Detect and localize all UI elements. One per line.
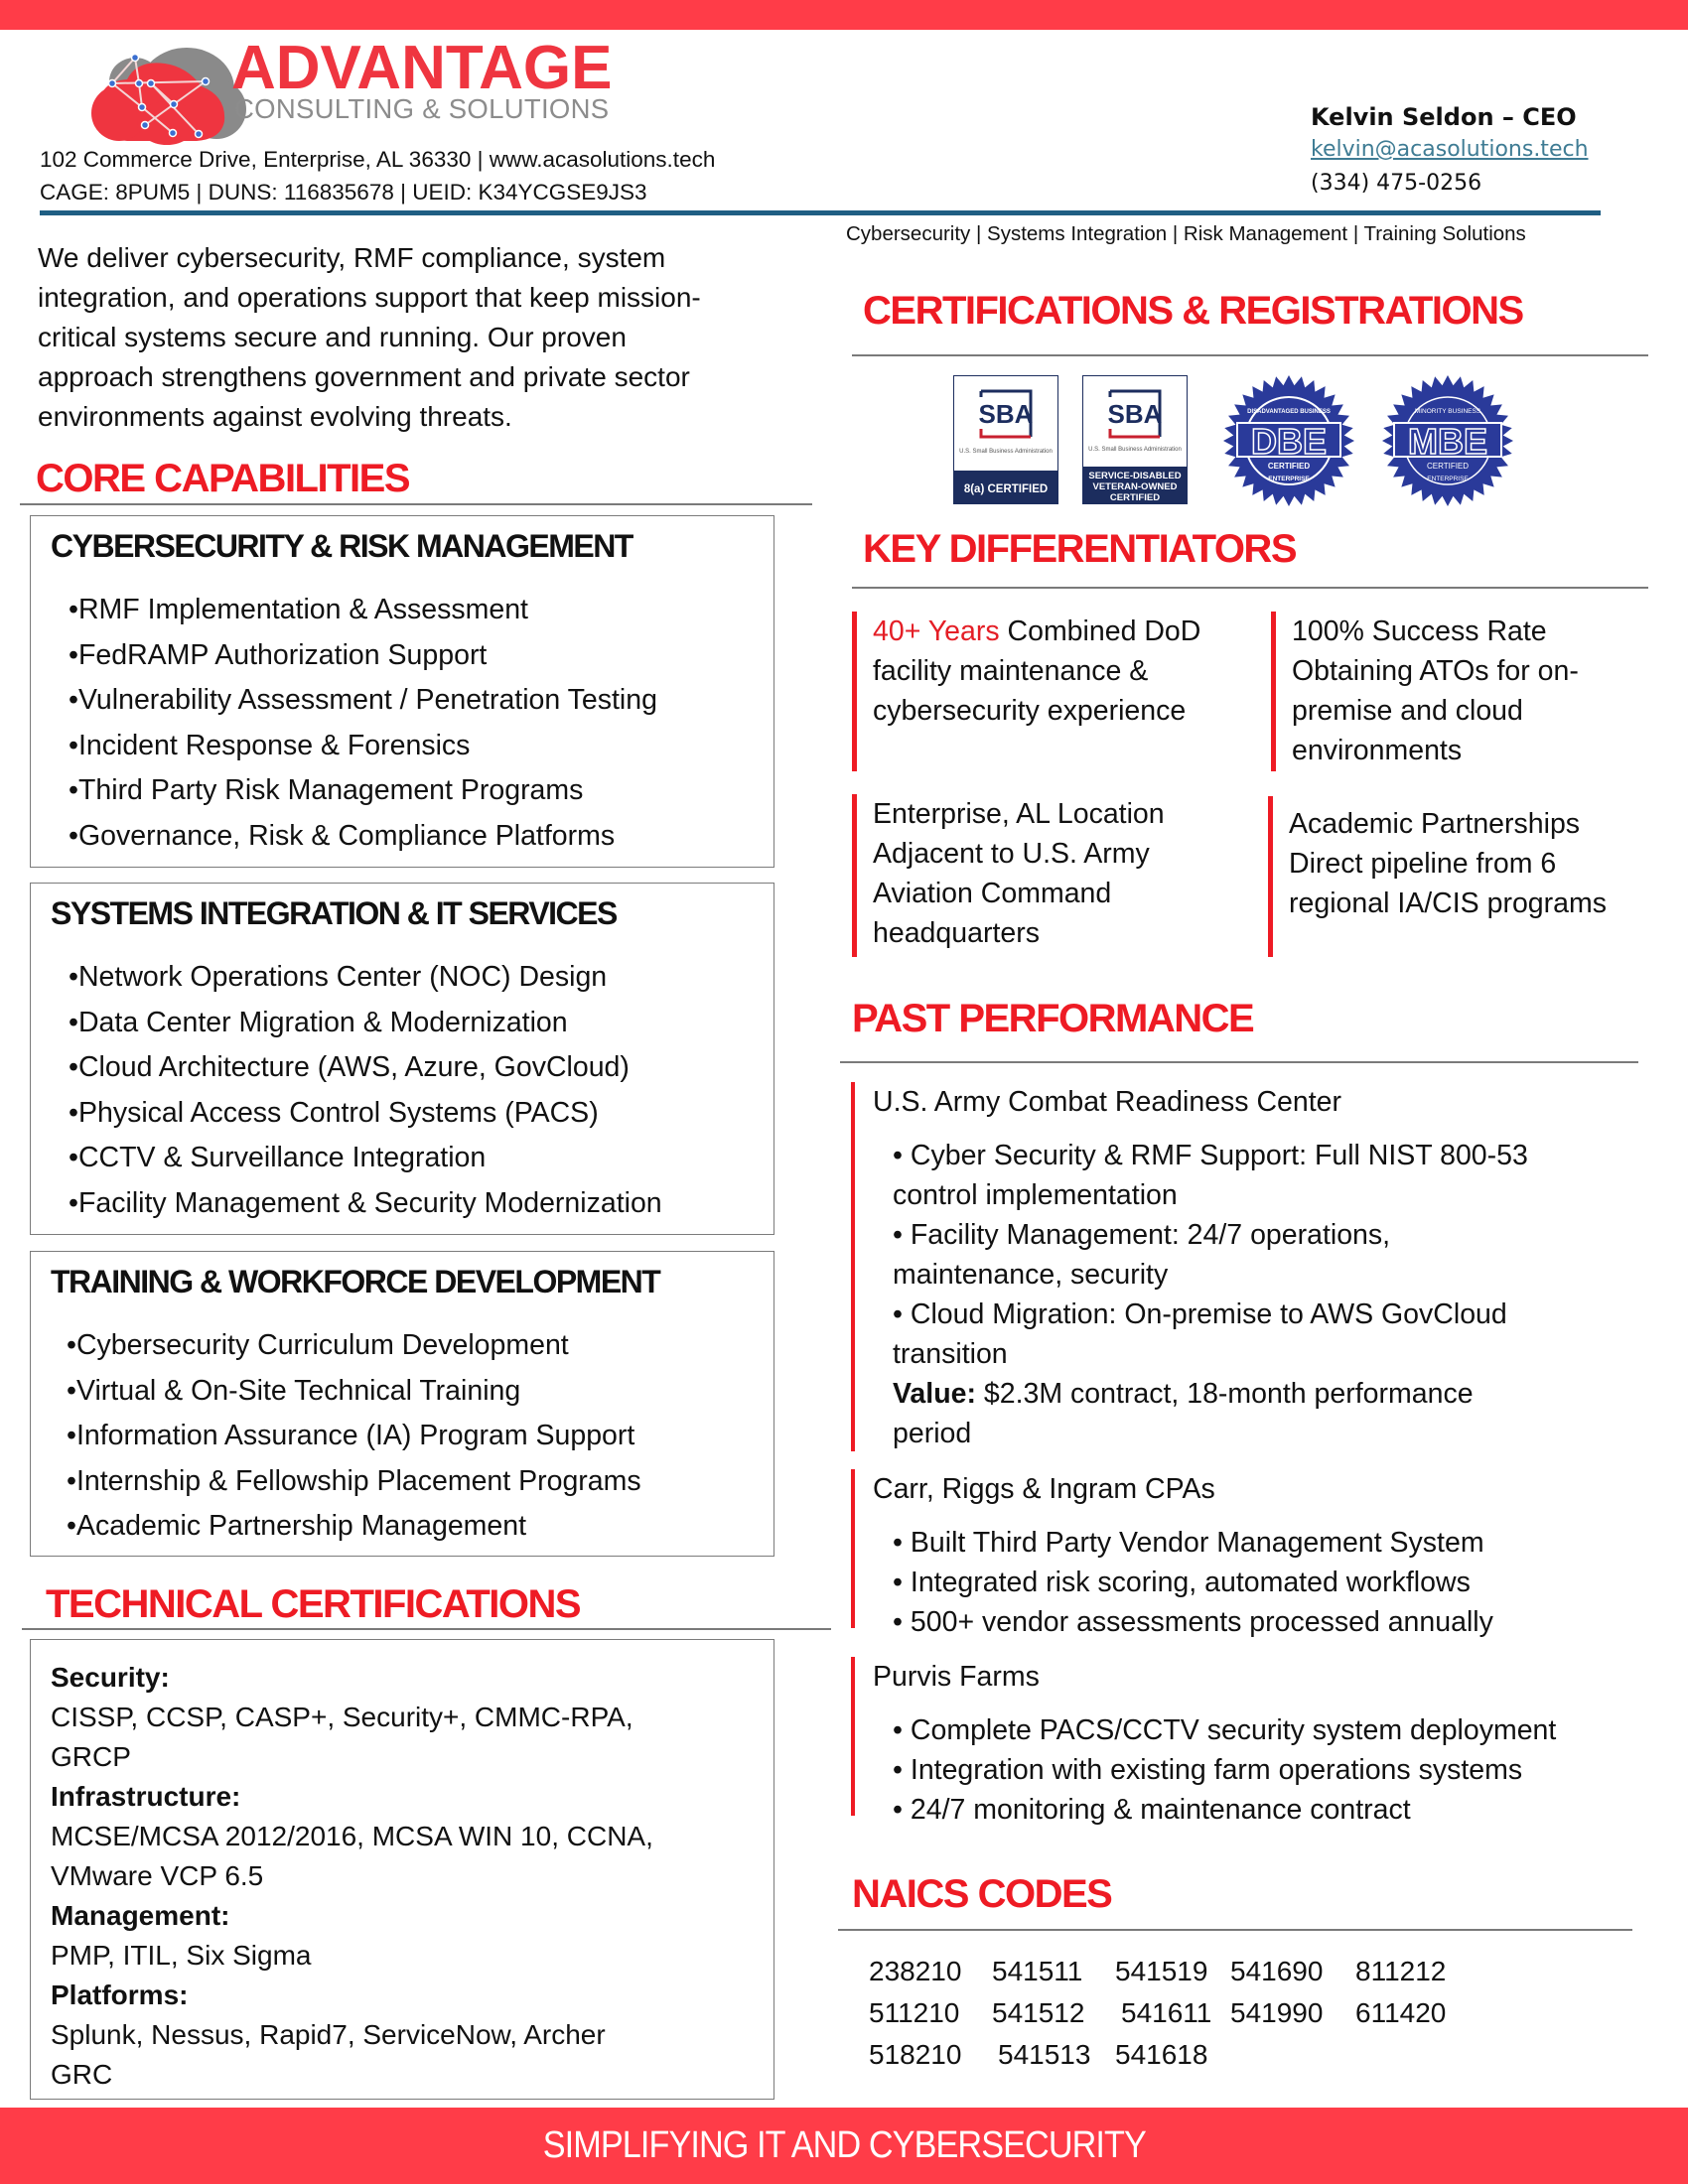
- capability-item: •Internship & Fellowship Placement Programs: [67, 1464, 641, 1497]
- seal-big-text: DBE: [1250, 421, 1328, 462]
- differentiator-line: facility maintenance &: [873, 655, 1149, 687]
- naics-code: 541511: [992, 1956, 1083, 1986]
- differentiator-card: [852, 794, 1249, 957]
- naics-code: 541990: [1230, 1997, 1324, 2028]
- contact-phone: (334) 475-0256: [1311, 171, 1482, 196]
- capability-title: TRAINING & WORKFORCE DEVELOPMENT: [51, 1264, 660, 1299]
- cert-group-line: GRCP: [51, 1741, 131, 1772]
- value-text: $2.3M contract, 18-month performance: [975, 1378, 1474, 1410]
- differentiator-highlight: 40+ Years: [873, 615, 1000, 647]
- badge-label-line: SERVICE-DISABLED: [1088, 471, 1182, 481]
- differentiator-line: headquarters: [873, 917, 1040, 949]
- naics-code: 541512: [992, 1997, 1085, 2028]
- naics-codes-heading: NAICS CODES: [852, 1872, 1112, 1916]
- footer-slogan: SIMPLIFYING IT AND CYBERSECURITY: [542, 2124, 1146, 2166]
- capability-item: •Governance, Risk & Compliance Platforms: [69, 819, 616, 852]
- address-line: 102 Commerce Drive, Enterprise, AL 36330 | www.acasolutions.tech: [40, 147, 716, 172]
- cert-group-label: Platforms:: [51, 1979, 189, 2010]
- bullet-line: maintenance, security: [893, 1259, 1169, 1291]
- badge-logo-text: SBA: [978, 399, 1034, 429]
- naics-code: 541513: [998, 2039, 1091, 2070]
- capability-item: •Facility Management & Security Modernization: [69, 1186, 662, 1219]
- section-divider: [838, 1929, 1632, 1931]
- differentiator-line: Aviation Command: [873, 878, 1112, 909]
- naics-row: [869, 1992, 1446, 2034]
- differentiator-card: [1268, 796, 1665, 957]
- core-capabilities-heading: CORE CAPABILITIES: [36, 457, 410, 500]
- cert-group-label: Security:: [51, 1662, 170, 1693]
- badge-label-line: CERTIFIED: [1109, 492, 1161, 503]
- naics-code: 541690: [1230, 1956, 1324, 1986]
- bullet-line: • Cloud Migration: On-premise to AWS GovCloud: [893, 1298, 1507, 1330]
- differentiator-text: Combined DoD: [999, 615, 1201, 647]
- cert-group-line: MCSE/MCSA 2012/2016, MCSA WIN 10, CCNA,: [51, 1821, 653, 1851]
- performance-bullet: • Integration with existing farm operations systems: [893, 1754, 1523, 1786]
- capability-item: •Network Operations Center (NOC) Design: [69, 961, 608, 993]
- capability-item: •Data Center Migration & Modernization: [69, 1006, 568, 1038]
- naics-code: 511210: [869, 1997, 960, 2028]
- capability-list: [69, 588, 657, 859]
- badge-agency-text: U.S. Small Business Administration: [1088, 447, 1182, 453]
- section-divider: [20, 503, 812, 505]
- brand-subtitle: CONSULTING & SOLUTIONS: [234, 93, 610, 124]
- bullet-line: transition: [893, 1338, 1008, 1370]
- capability-item: •RMF Implementation & Assessment: [69, 594, 528, 625]
- client-name: Purvis Farms: [873, 1661, 1040, 1693]
- performance-bullet: • 24/7 monitoring & maintenance contract: [893, 1794, 1411, 1826]
- differentiator-line: cybersecurity experience: [873, 695, 1187, 727]
- performance-bullets: [873, 1523, 1645, 1642]
- differentiator-line: environments: [1292, 735, 1463, 766]
- intro-line: We deliver cybersecurity, RMF compliance, system: [38, 242, 666, 273]
- naics-code: 541618: [1115, 2039, 1208, 2070]
- performance-bullet: [893, 1215, 1645, 1295]
- brand-name: ADVANTAGE: [231, 34, 613, 102]
- performance-bullet: • Integrated risk scoring, automated workflows: [893, 1567, 1471, 1598]
- capability-item: •Vulnerability Assessment / Penetration Testing: [69, 684, 657, 716]
- footer-banner: [0, 2108, 1688, 2184]
- cert-group-label: Management:: [51, 1900, 230, 1931]
- sba-sdvosb-badge: [1082, 375, 1188, 504]
- differentiator-line: Obtaining ATOs for on-: [1292, 655, 1579, 687]
- cert-group-line: CISSP, CCSP, CASP+, Security+, CMMC-RPA,: [51, 1702, 633, 1732]
- seal-top-text: DISADVANTAGED BUSINESS: [1247, 409, 1331, 415]
- seal-big-text: MBE: [1408, 421, 1487, 462]
- cert-group-label: Infrastructure:: [51, 1781, 241, 1812]
- cert-group-line: PMP, ITIL, Six Sigma: [51, 1940, 312, 1971]
- differentiator-highlight: 100% Success Rate: [1292, 615, 1547, 647]
- section-divider: [22, 1628, 831, 1630]
- badge-label-line: VETERAN-OWNED: [1092, 481, 1178, 492]
- differentiator-card: [1271, 612, 1668, 771]
- bullet-line: control implementation: [893, 1179, 1178, 1211]
- capability-box-cybersecurity: [30, 515, 774, 868]
- capability-item: •Academic Partnership Management: [67, 1510, 527, 1542]
- cert-group-line: VMware VCP 6.5: [51, 1860, 264, 1891]
- past-performance-entry: [851, 1082, 1645, 1451]
- capability-item: •FedRAMP Authorization Support: [69, 638, 488, 671]
- intro-line: environments against evolving threats.: [38, 401, 512, 432]
- performance-bullet: [893, 1295, 1645, 1374]
- performance-bullets: [873, 1136, 1645, 1374]
- contact-email-link[interactable]: kelvin@acasolutions.tech: [1311, 137, 1589, 162]
- performance-bullet: • Built Third Party Vendor Management System: [893, 1527, 1484, 1559]
- contact-name: Kelvin Seldon – CEO: [1311, 103, 1577, 131]
- capability-item: •Information Assurance (IA) Program Support: [67, 1420, 635, 1451]
- naics-code: 518210: [869, 2039, 962, 2070]
- cloud-network-logo-icon: [87, 42, 252, 146]
- top-accent-bar: [0, 0, 1688, 30]
- performance-bullet: • 500+ vendor assessments processed annually: [893, 1606, 1493, 1638]
- capability-item: •Incident Response & Forensics: [69, 729, 471, 761]
- capability-list: [67, 1323, 641, 1550]
- capability-title: SYSTEMS INTEGRATION & IT SERVICES: [51, 895, 617, 931]
- differentiator-highlight: Enterprise, AL Location: [873, 798, 1165, 830]
- performance-bullets: [873, 1710, 1645, 1830]
- client-name: Carr, Riggs & Ingram CPAs: [873, 1473, 1215, 1505]
- past-performance-entry: [851, 1469, 1645, 1638]
- capability-item: •Virtual & On-Site Technical Training: [67, 1374, 521, 1407]
- client-name: U.S. Army Combat Readiness Center: [873, 1086, 1342, 1118]
- naics-code: 611420: [1355, 1997, 1447, 2028]
- seal-middle-text: CERTIFIED: [1267, 462, 1311, 471]
- intro-line: integration, and operations support that keep mission-: [38, 282, 701, 313]
- seal-bottom-text: ENTERPRISE: [1268, 476, 1310, 482]
- registration-ids-line: CAGE: 8PUM5 | DUNS: 116835678 | UEID: K34YCGSE9JS3: [40, 180, 647, 205]
- dbe-certified-seal: [1221, 373, 1356, 508]
- capability-item: •Third Party Risk Management Programs: [69, 774, 584, 806]
- naics-code: 811212: [1355, 1956, 1447, 1986]
- bullet-line: • Facility Management: 24/7 operations,: [893, 1219, 1391, 1251]
- technical-certifications-box: [30, 1639, 774, 2100]
- performance-bullet: • Complete PACS/CCTV security system deployment: [893, 1714, 1557, 1746]
- differentiator-line: [873, 612, 1249, 651]
- intro-line: approach strengthens government and private sector: [38, 361, 690, 392]
- capability-item: •Physical Access Control Systems (PACS): [69, 1096, 599, 1129]
- mbe-certified-seal: [1380, 373, 1515, 508]
- naics-code: 238210: [869, 1956, 962, 1986]
- contract-value: [873, 1374, 1645, 1414]
- badge-agency-text: U.S. Small Business Administration: [959, 449, 1053, 455]
- naics-row: [869, 1951, 1446, 1992]
- capability-item: •Cybersecurity Curriculum Development: [67, 1329, 569, 1361]
- cert-group-line: Splunk, Nessus, Rapid7, ServiceNow, Archer: [51, 2019, 606, 2050]
- services-tagline: Cybersecurity | Systems Integration | Risk Management | Training Solutions: [846, 222, 1526, 245]
- bullet-line: • Cyber Security & RMF Support: Full NIST 800-53: [893, 1140, 1528, 1171]
- certifications-registrations-heading: CERTIFICATIONS & REGISTRATIONS: [863, 289, 1523, 333]
- key-differentiators-heading: KEY DIFFERENTIATORS: [863, 527, 1296, 571]
- technical-certifications-heading: TECHNICAL CERTIFICATIONS: [46, 1582, 581, 1626]
- naics-row: [869, 2034, 1446, 2076]
- seal-top-text: MINORITY BUSINESS: [1414, 408, 1481, 415]
- header-divider: [40, 210, 1601, 215]
- section-divider: [852, 354, 1648, 356]
- section-divider: [840, 1061, 1638, 1063]
- intro-line: critical systems secure and running. Our proven: [38, 322, 627, 352]
- certification-badges: [953, 375, 1519, 509]
- naics-code: 541611: [1121, 1997, 1212, 2028]
- badge-logo-text: SBA: [1107, 399, 1163, 429]
- capability-item: •CCTV & Surveillance Integration: [69, 1142, 487, 1173]
- section-divider: [852, 587, 1648, 589]
- performance-bullet: [893, 1136, 1645, 1215]
- capability-box-systems-integration: [30, 883, 774, 1235]
- value-label: Value:: [893, 1378, 976, 1410]
- differentiator-line: premise and cloud: [1292, 695, 1523, 727]
- sba-8a-badge: [953, 375, 1058, 504]
- capability-item: •Cloud Architecture (AWS, Azure, GovCloud): [69, 1051, 630, 1083]
- seal-bottom-text: ENTERPRISE: [1427, 476, 1469, 482]
- contract-value-cont: period: [893, 1418, 972, 1449]
- differentiator-line: regional IA/CIS programs: [1289, 887, 1607, 919]
- naics-codes-grid: [869, 1951, 1446, 2076]
- past-performance-entry: [851, 1657, 1645, 1826]
- capability-list: [69, 955, 662, 1226]
- badge-label: 8(a) CERTIFIED: [963, 483, 1049, 495]
- past-performance-heading: PAST PERFORMANCE: [852, 997, 1254, 1040]
- differentiator-highlight: Academic Partnerships: [1289, 808, 1581, 840]
- seal-middle-text: CERTIFIED: [1426, 462, 1470, 471]
- differentiator-card: [852, 612, 1249, 771]
- capability-box-training: [30, 1251, 774, 1557]
- differentiator-line: Adjacent to U.S. Army: [873, 838, 1150, 870]
- cert-group-line: GRC: [51, 2059, 113, 2090]
- differentiator-line: Direct pipeline from 6: [1289, 848, 1557, 880]
- naics-code: 541519: [1115, 1956, 1208, 1986]
- intro-paragraph: [38, 238, 822, 437]
- capability-title: CYBERSECURITY & RISK MANAGEMENT: [51, 528, 633, 564]
